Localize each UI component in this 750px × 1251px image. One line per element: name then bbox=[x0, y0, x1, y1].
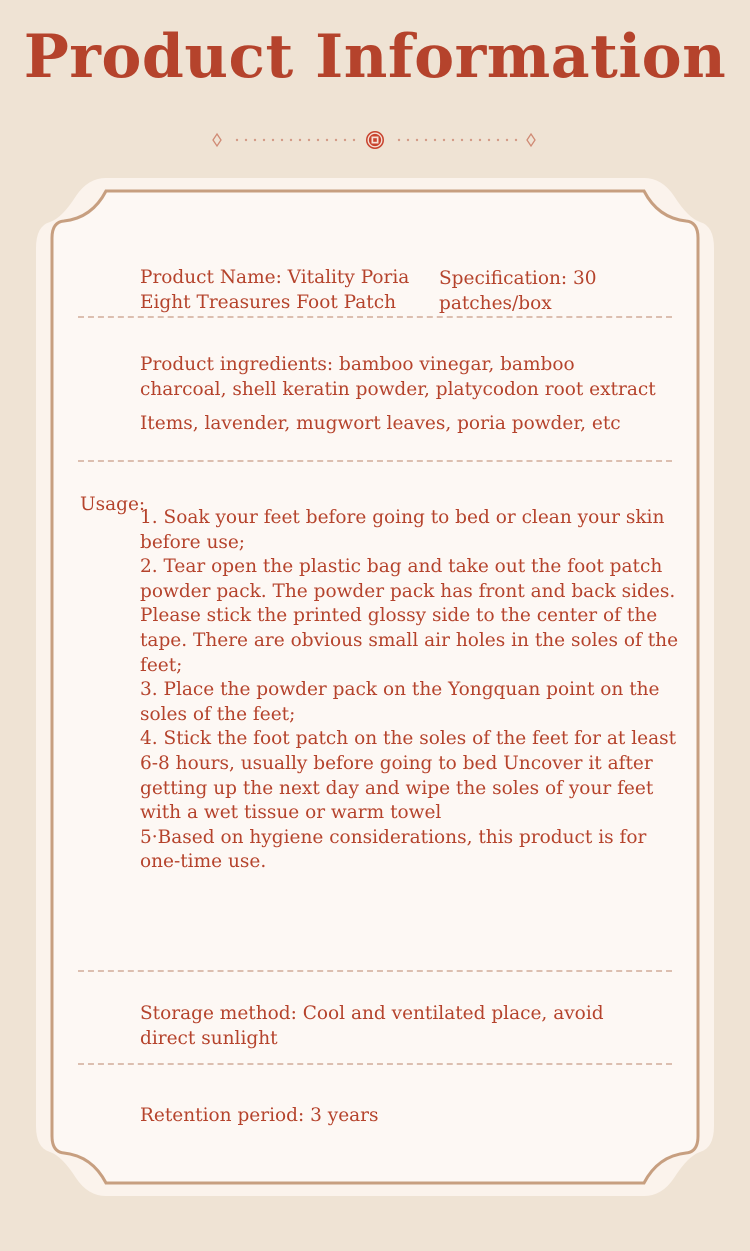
ingredients-text-continued: Items, lavender, mugwort leaves, poria powder, etc bbox=[140, 413, 621, 434]
usage-steps bbox=[140, 506, 680, 875]
divider bbox=[78, 970, 672, 972]
page-title: Product Information bbox=[23, 22, 727, 92]
usage-label: Usage: bbox=[80, 494, 146, 515]
usage-step: 2. Tear open the plastic bag and take out the foot patch powder pack. The powder pack has front and back sides. Please stick the printed glossy side to the center of the tape. There are obvious small air holes in the soles of the feet; bbox=[140, 556, 679, 676]
retention-period: Retention period: 3 years bbox=[140, 1105, 379, 1126]
usage-step: 1. Soak your feet before going to bed or clean your skin before use; bbox=[140, 507, 665, 553]
specification: Specification: 30 patches/box bbox=[439, 268, 597, 314]
divider bbox=[78, 316, 672, 318]
usage-step: 3. Place the powder pack on the Yongquan point on the soles of the feet; bbox=[140, 679, 660, 725]
ingredients-text: Product ingredients: bamboo vinegar, bamboo charcoal, shell keratin powder, platycodon root extract bbox=[140, 354, 656, 400]
usage-step: 4. Stick the foot patch on the soles of the feet for at least 6-8 hours, usually before going to bed Uncover it after getting up the next day and wipe the soles of your feet with a wet tissue or warm towel bbox=[140, 728, 677, 824]
coin-ornament-icon bbox=[205, 128, 545, 152]
divider bbox=[78, 1063, 672, 1065]
usage-step: 5·Based on hygiene considerations, this product is for one-time use. bbox=[140, 826, 647, 873]
divider bbox=[78, 460, 672, 462]
storage-method: Storage method: Cool and ventilated place, avoid direct sunlight bbox=[140, 1003, 604, 1049]
product-name: Product Name: Vitality Poria Eight Treasures Foot Patch bbox=[140, 267, 410, 313]
